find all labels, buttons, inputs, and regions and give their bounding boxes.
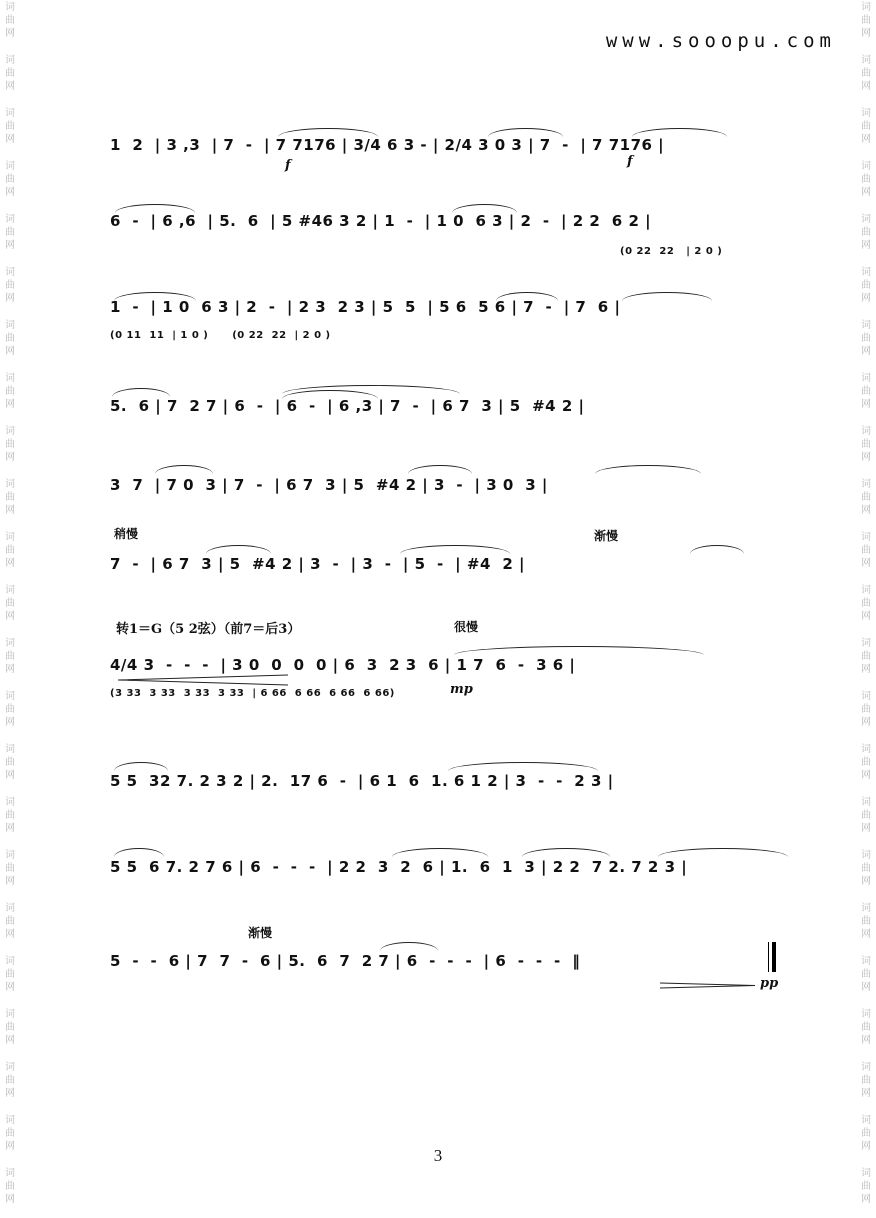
watermark-glyph: 词 <box>861 903 871 914</box>
watermark-glyph: 词 <box>861 161 871 172</box>
slur <box>496 292 558 301</box>
watermark-glyph: 网 <box>5 399 15 410</box>
watermark-glyph: 曲 <box>5 810 15 821</box>
watermark-glyph: 词 <box>861 850 871 861</box>
watermark-glyph: 词 <box>5 214 15 225</box>
watermark-glyph: 词 <box>5 638 15 649</box>
watermark-glyph: 曲 <box>861 545 871 556</box>
score-system-5 <box>110 462 790 502</box>
watermark-glyph: 网 <box>861 134 871 145</box>
watermark-glyph: 词 <box>861 55 871 66</box>
watermark-glyph: 词 <box>861 585 871 596</box>
watermark-glyph: 曲 <box>5 1128 15 1139</box>
score-system-7 <box>110 612 790 702</box>
right-watermark-strip <box>859 0 873 1218</box>
watermark-glyph: 曲 <box>861 598 871 609</box>
tempo-mark: 渐慢 <box>248 926 273 940</box>
melody-line: 5. 6 | 7 2 7 | 6 - | 6 - | 6 ,3 | 7 - | 6 7 3 | 5 #4 2 | <box>110 397 585 415</box>
slur <box>380 942 438 951</box>
watermark-glyph: 词 <box>861 373 871 384</box>
watermark-glyph: 曲 <box>5 545 15 556</box>
score-system-4 <box>110 385 790 425</box>
watermark-glyph: 曲 <box>861 916 871 927</box>
watermark-glyph: 曲 <box>5 492 15 503</box>
watermark-glyph: 词 <box>861 479 871 490</box>
watermark-glyph: 曲 <box>861 227 871 238</box>
watermark-glyph: 词 <box>5 373 15 384</box>
watermark-glyph: 词 <box>5 532 15 543</box>
melody-line: 5 5 6 7. 2 7 6 | 6 - - - | 2 2 3 2 6 | 1. 6 1 3 | 2 2 7 2. 7 2 3 | <box>110 858 688 876</box>
watermark-glyph: 网 <box>861 611 871 622</box>
watermark-glyph: 曲 <box>5 757 15 768</box>
watermark-glyph: 曲 <box>5 1075 15 1086</box>
dynamic-mark: mp <box>450 682 473 697</box>
watermark-glyph: 曲 <box>861 863 871 874</box>
watermark-glyph: 曲 <box>5 651 15 662</box>
slur <box>155 465 213 474</box>
watermark-glyph: 曲 <box>5 174 15 185</box>
watermark-glyph: 曲 <box>861 121 871 132</box>
melody-line: 1 2 | 3 ,3 | 7 - | 7 7176 | 3/4 6 3 - | 2/4 3 0 3 | 7 - | 7 7176 | <box>110 136 665 154</box>
melody-line: 5 5 32 7. 2 3 2 | 2. 17 6 - | 6 1 6 1. 6 1 2 | 3 - - 2 3 | <box>110 772 614 790</box>
watermark-glyph: 网 <box>5 929 15 940</box>
watermark-glyph: 曲 <box>5 227 15 238</box>
watermark-glyph: 词 <box>861 1115 871 1126</box>
watermark-glyph: 网 <box>5 134 15 145</box>
melody-line: 4/4 3 - - - | 3 0 0 0 0 | 6 3 2 3 6 | 1 7 6 - 3 6 | <box>110 656 576 674</box>
slur <box>454 646 704 655</box>
slur <box>400 545 510 554</box>
watermark-glyph: 网 <box>861 28 871 39</box>
watermark-glyph: 曲 <box>861 15 871 26</box>
slur <box>206 545 271 554</box>
watermark-glyph: 词 <box>5 850 15 861</box>
watermark-glyph: 网 <box>861 717 871 728</box>
crescendo-hairpin <box>118 674 293 686</box>
watermark-glyph: 词 <box>861 956 871 967</box>
watermark-glyph: 网 <box>5 876 15 887</box>
watermark-glyph: 网 <box>5 1194 15 1205</box>
watermark-glyph: 曲 <box>5 916 15 927</box>
slur <box>115 204 195 213</box>
score-system-6 <box>110 525 790 580</box>
watermark-glyph: 网 <box>861 1194 871 1205</box>
watermark-glyph: 曲 <box>5 1022 15 1033</box>
watermark-glyph: 词 <box>861 214 871 225</box>
watermark-glyph: 词 <box>861 744 871 755</box>
watermark-glyph: 曲 <box>5 863 15 874</box>
watermark-glyph: 曲 <box>5 280 15 291</box>
watermark-glyph: 网 <box>5 982 15 993</box>
dynamic-mark: f <box>285 158 291 173</box>
watermark-glyph: 网 <box>861 664 871 675</box>
page-number: 3 <box>433 1146 443 1165</box>
watermark-glyph: 词 <box>861 426 871 437</box>
watermark-glyph: 曲 <box>861 1128 871 1139</box>
watermark-glyph: 曲 <box>5 969 15 980</box>
watermark-glyph: 曲 <box>5 439 15 450</box>
watermark-glyph: 网 <box>5 770 15 781</box>
tempo-mark: 稍慢 <box>114 527 139 541</box>
watermark-glyph: 网 <box>5 505 15 516</box>
watermark-glyph: 网 <box>5 293 15 304</box>
left-watermark-strip <box>3 0 17 1218</box>
watermark-glyph: 曲 <box>5 386 15 397</box>
watermark-glyph: 网 <box>861 558 871 569</box>
accompaniment-line: (0 22 22 | 2 0 ) <box>620 246 723 257</box>
watermark-glyph: 曲 <box>861 333 871 344</box>
watermark-glyph: 网 <box>861 982 871 993</box>
watermark-glyph: 曲 <box>5 333 15 344</box>
slur <box>622 292 712 301</box>
watermark-glyph: 网 <box>861 770 871 781</box>
watermark-glyph: 网 <box>861 399 871 410</box>
watermark-glyph: 网 <box>5 717 15 728</box>
watermark-glyph: 网 <box>861 81 871 92</box>
watermark-glyph: 曲 <box>861 1075 871 1086</box>
score-system-9 <box>110 842 790 882</box>
slur <box>488 128 563 137</box>
slur <box>278 128 378 137</box>
watermark-glyph: 网 <box>861 823 871 834</box>
watermark-glyph: 曲 <box>5 68 15 79</box>
watermark-glyph: 词 <box>5 1168 15 1179</box>
tempo-mark: 渐慢 <box>594 529 619 543</box>
watermark-glyph: 网 <box>861 505 871 516</box>
final-barline <box>768 942 776 972</box>
watermark-glyph: 词 <box>5 426 15 437</box>
watermark-glyph: 曲 <box>861 1022 871 1033</box>
watermark-glyph: 曲 <box>861 651 871 662</box>
slur <box>114 292 196 301</box>
watermark-glyph: 曲 <box>861 492 871 503</box>
watermark-glyph: 网 <box>5 452 15 463</box>
watermark-glyph: 曲 <box>5 598 15 609</box>
watermark-glyph: 曲 <box>861 280 871 291</box>
dynamic-mark: pp <box>760 976 779 991</box>
watermark-glyph: 词 <box>5 691 15 702</box>
watermark-glyph: 词 <box>861 1168 871 1179</box>
dynamic-mark: f <box>627 154 633 169</box>
site-url: www.sooopu.com <box>605 30 836 52</box>
watermark-glyph: 网 <box>5 240 15 251</box>
watermark-glyph: 词 <box>861 532 871 543</box>
watermark-glyph: 网 <box>5 664 15 675</box>
accompaniment-line: (3 33 3 33 3 33 3 33 | 6 66 6 66 6 66 6 66) <box>110 688 395 699</box>
watermark-glyph: 词 <box>861 2 871 13</box>
watermark-glyph: 曲 <box>5 121 15 132</box>
watermark-glyph: 词 <box>5 956 15 967</box>
watermark-glyph: 网 <box>861 293 871 304</box>
watermark-glyph: 网 <box>5 1141 15 1152</box>
watermark-glyph: 网 <box>861 346 871 357</box>
watermark-glyph: 曲 <box>861 969 871 980</box>
watermark-glyph: 词 <box>5 744 15 755</box>
watermark-glyph: 词 <box>5 267 15 278</box>
watermark-glyph: 曲 <box>5 15 15 26</box>
watermark-glyph: 网 <box>861 452 871 463</box>
watermark-glyph: 词 <box>861 691 871 702</box>
watermark-glyph: 词 <box>5 585 15 596</box>
slur <box>408 465 472 474</box>
watermark-glyph: 网 <box>5 81 15 92</box>
slur <box>112 388 170 397</box>
watermark-glyph: 词 <box>5 161 15 172</box>
watermark-glyph: 网 <box>5 28 15 39</box>
score-system-8 <box>110 760 790 800</box>
watermark-glyph: 网 <box>5 1088 15 1099</box>
watermark-glyph: 词 <box>5 55 15 66</box>
slur <box>522 848 610 857</box>
slur <box>595 465 701 474</box>
watermark-glyph: 网 <box>861 1141 871 1152</box>
watermark-glyph: 曲 <box>861 439 871 450</box>
watermark-glyph: 网 <box>861 876 871 887</box>
watermark-glyph: 词 <box>861 638 871 649</box>
key-change-heading: 转1＝G（5 2弦）（前7＝后3） <box>116 622 301 637</box>
watermark-glyph: 词 <box>5 108 15 119</box>
slur <box>114 848 164 857</box>
watermark-glyph: 网 <box>5 558 15 569</box>
watermark-glyph: 词 <box>861 108 871 119</box>
slur <box>448 762 598 771</box>
watermark-glyph: 词 <box>5 1062 15 1073</box>
watermark-glyph: 曲 <box>861 1181 871 1192</box>
slur <box>392 848 488 857</box>
watermark-glyph: 词 <box>5 1009 15 1020</box>
watermark-glyph: 词 <box>5 2 15 13</box>
watermark-glyph: 词 <box>5 1115 15 1126</box>
watermark-glyph: 网 <box>861 1088 871 1099</box>
melody-line: 3 7 | 7 0 3 | 7 - | 6 7 3 | 5 #4 2 | 3 - | 3 0 3 | <box>110 476 548 494</box>
slur <box>632 128 727 137</box>
watermark-glyph: 网 <box>5 346 15 357</box>
watermark-glyph: 网 <box>5 611 15 622</box>
melody-line: 1 - | 1 0 6 3 | 2 - | 2 3 2 3 | 5 5 | 5 6 5 6 | 7 - | 7 6 | <box>110 298 621 316</box>
watermark-glyph: 网 <box>861 240 871 251</box>
watermark-glyph: 网 <box>5 1035 15 1046</box>
watermark-glyph: 词 <box>5 797 15 808</box>
watermark-glyph: 曲 <box>861 810 871 821</box>
watermark-glyph: 曲 <box>5 704 15 715</box>
watermark-glyph: 词 <box>5 903 15 914</box>
watermark-glyph: 词 <box>861 1062 871 1073</box>
slur <box>658 848 788 857</box>
watermark-glyph: 网 <box>5 823 15 834</box>
watermark-glyph: 曲 <box>5 1181 15 1192</box>
watermark-glyph: 曲 <box>861 704 871 715</box>
watermark-glyph: 曲 <box>861 386 871 397</box>
watermark-glyph: 词 <box>5 479 15 490</box>
watermark-glyph: 词 <box>861 320 871 331</box>
melody-line: 7 - | 6 7 3 | 5 #4 2 | 3 - | 3 - | 5 - | #4 2 | <box>110 555 525 573</box>
watermark-glyph: 曲 <box>861 68 871 79</box>
score-system-1 <box>110 128 790 178</box>
watermark-glyph: 网 <box>861 187 871 198</box>
watermark-glyph: 网 <box>861 929 871 940</box>
watermark-glyph: 网 <box>5 187 15 198</box>
diminuendo-hairpin <box>660 982 755 989</box>
score-system-3 <box>110 290 790 350</box>
melody-line: 6 - | 6 ,6 | 5. 6 | 5 #46 3 2 | 1 - | 1 0 6 3 | 2 - | 2 2 6 2 | <box>110 212 652 230</box>
watermark-glyph: 词 <box>5 320 15 331</box>
slur <box>452 204 517 213</box>
watermark-glyph: 词 <box>861 267 871 278</box>
tempo-mark: 很慢 <box>454 620 479 634</box>
watermark-glyph: 网 <box>861 1035 871 1046</box>
slur <box>114 762 168 771</box>
score-system-2 <box>110 200 790 262</box>
slur <box>690 545 744 554</box>
watermark-glyph: 词 <box>861 1009 871 1020</box>
watermark-glyph: 曲 <box>861 174 871 185</box>
watermark-glyph: 曲 <box>861 757 871 768</box>
melody-line: 5 - - 6 | 7 7 - 6 | 5. 6 7 2 7 | 6 - - - | 6 - - - ‖ <box>110 952 581 970</box>
accompaniment-line: (0 11 11 | 1 0 ) (0 22 22 | 2 0 ) <box>110 330 331 341</box>
watermark-glyph: 词 <box>861 797 871 808</box>
